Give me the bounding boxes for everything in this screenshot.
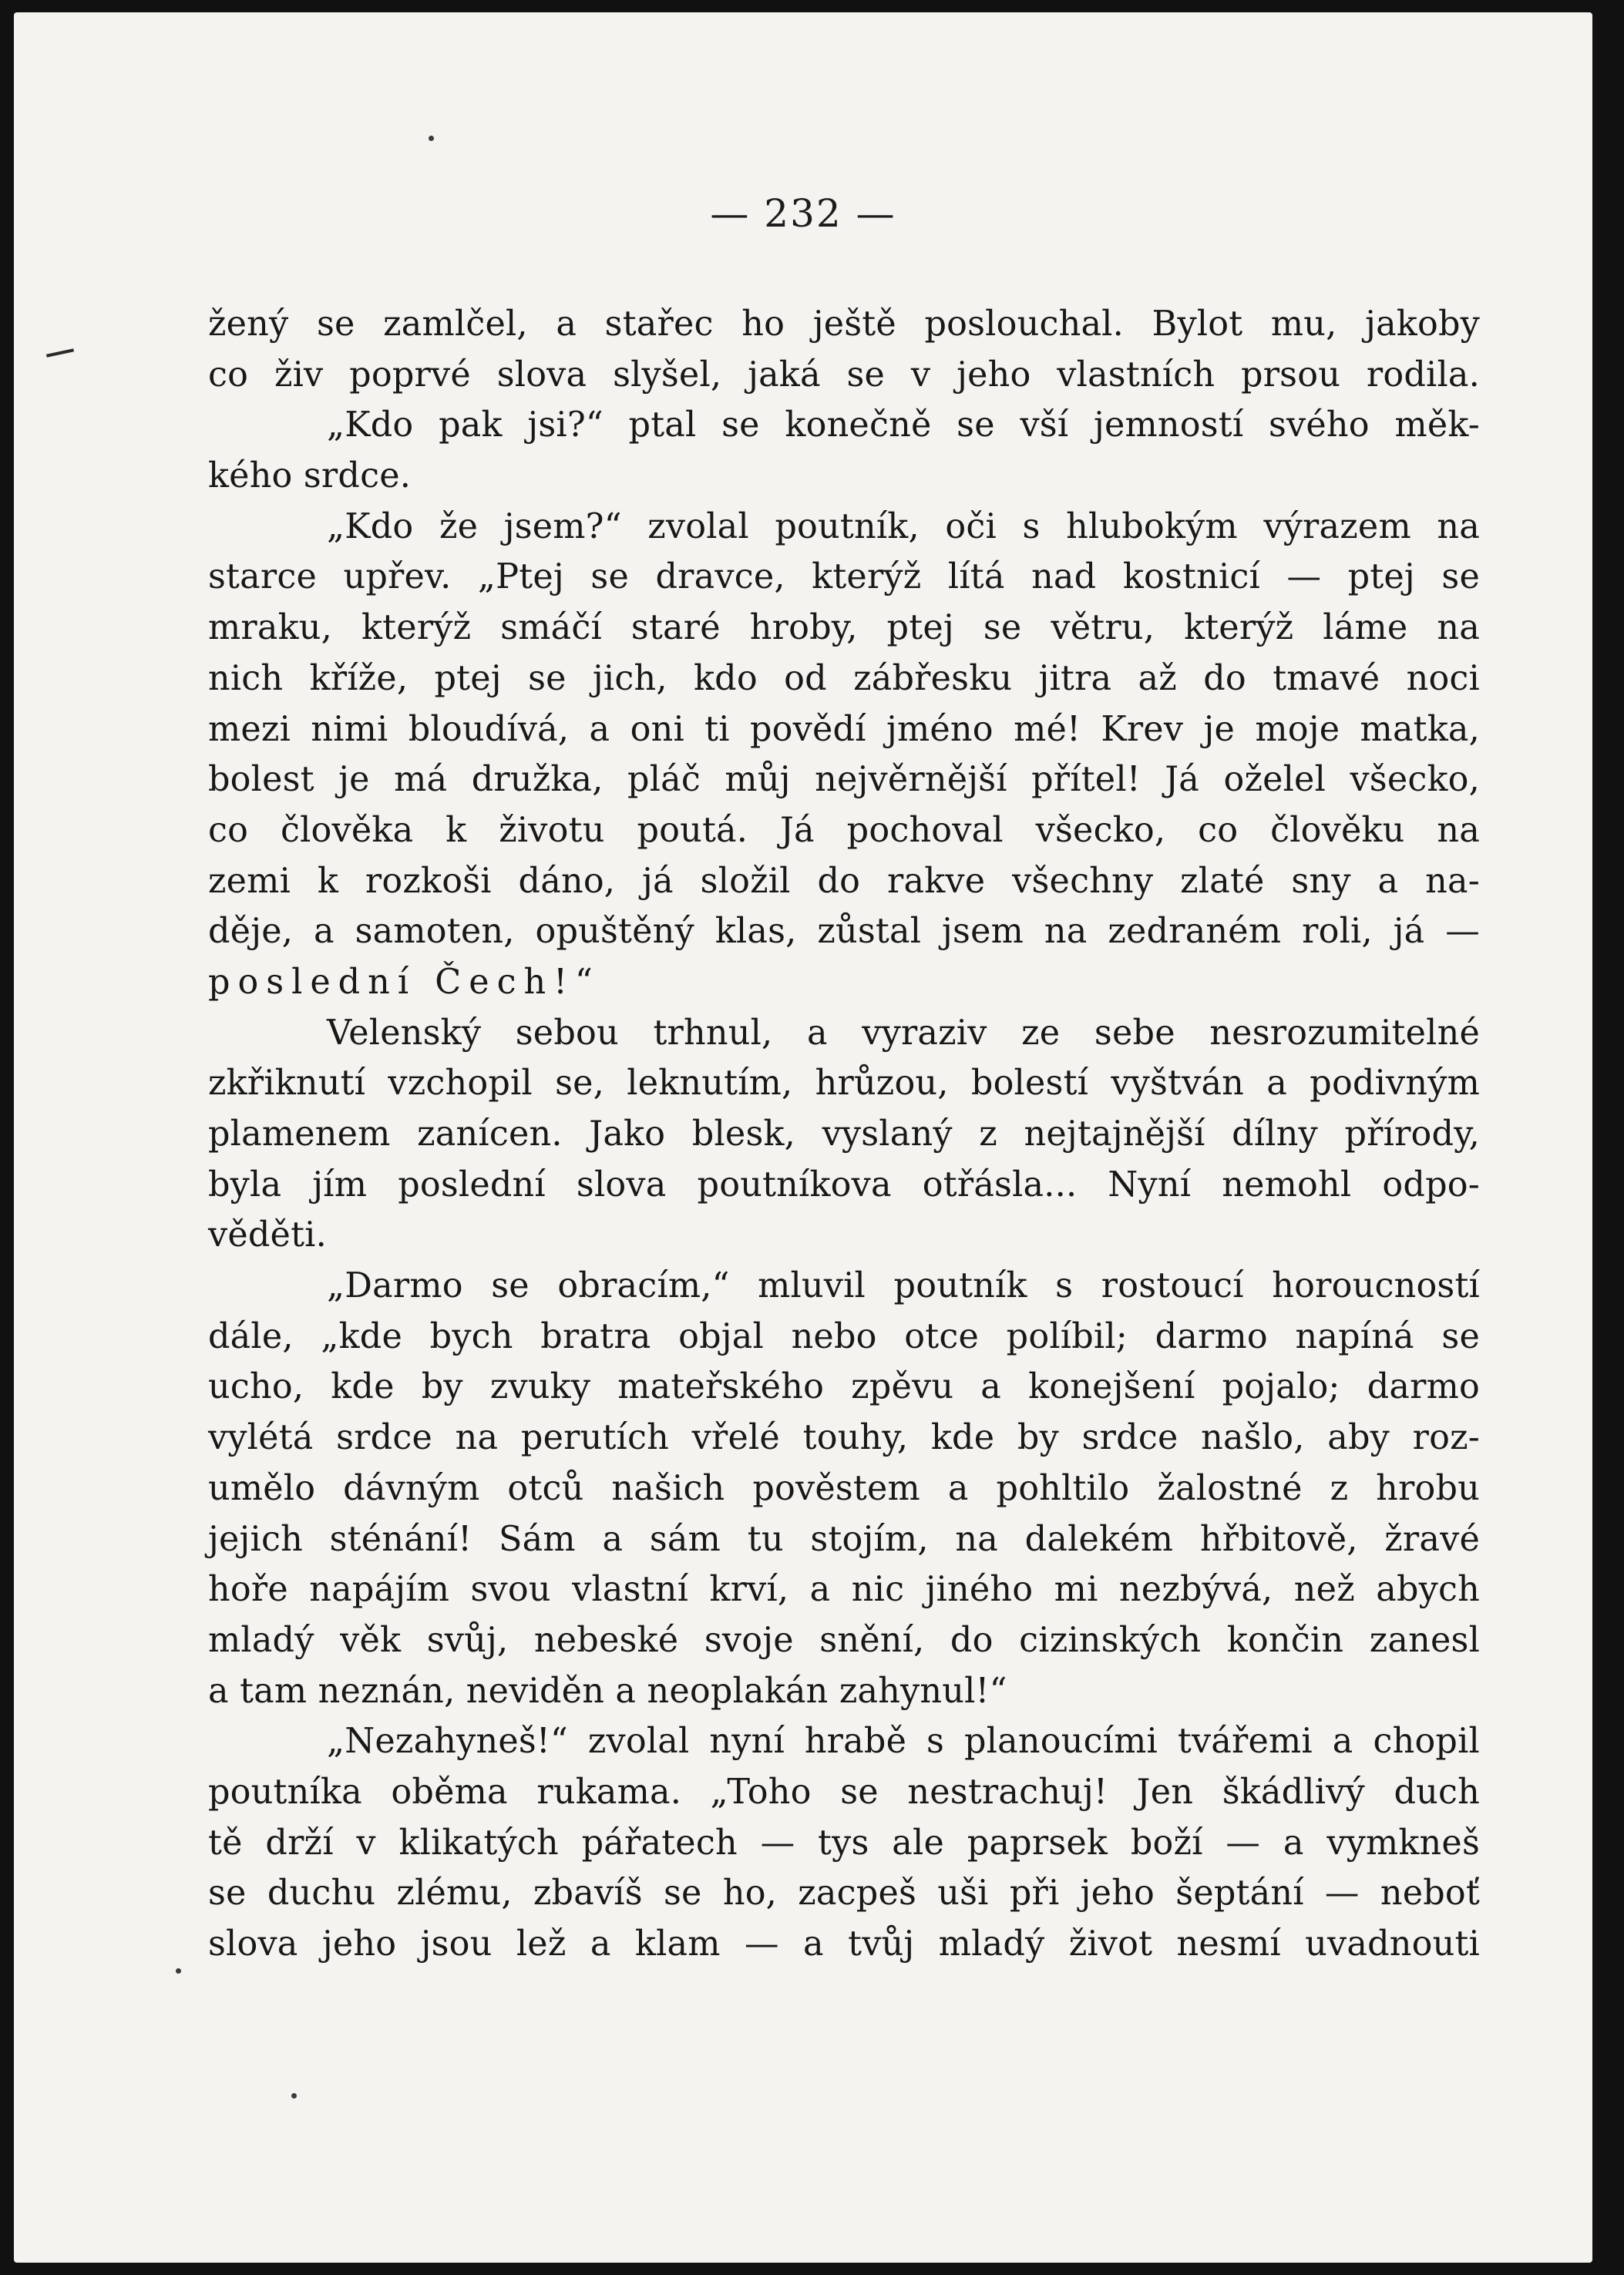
page-number: — 232 — (710, 191, 896, 236)
text-line: hoře napájím svou vlastní krví, a nic jiného mi nezbývá, než abych (208, 1570, 1480, 1610)
text-line: „Nezahyneš!“ zvolal nyní hrabě s planoucími tvářemi a chopil (327, 1722, 1480, 1762)
text-line: plamenem zanícen. Jako blesk, vyslaný z nejtajnější dílny přírody, (208, 1114, 1480, 1154)
text-line: „Darmo se obracím,“ mluvil poutník s rostoucí horoucností (327, 1266, 1480, 1306)
text-line: dále, „kde bych bratra objal nebo otce políbil; darmo napíná se (208, 1316, 1480, 1356)
margin-dot (176, 1968, 181, 1974)
text-line: umělo dávným otců našich pověstem a pohltilo žalostné z hrobu (208, 1468, 1480, 1508)
margin-dot (291, 2093, 297, 2099)
margin-mark (46, 348, 74, 357)
text-line: starce upřev. „Ptej se dravce, kterýž lítá nad kostnicí — ptej se (208, 557, 1480, 597)
margin-dot (429, 136, 434, 141)
text-line: a tam neznán, neviděn a neoplakán zahynul!“ (208, 1671, 1007, 1711)
text-line: co živ poprvé slova slyšel, jaká se v jeho vlastních prsou rodila. (208, 355, 1480, 395)
text-line: kého srdce. (208, 456, 412, 496)
text-line: bolest je má družka, pláč můj nejvěrnější přítel! Já oželel všecko, (208, 760, 1480, 800)
text-line: děje, a samoten, opuštěný klas, zůstal jsem na zedraném roli, já — (208, 912, 1480, 952)
text-line: poslední Čech!“ (208, 962, 600, 1002)
text-line: tě drží v klikatých pářatech — tys ale paprsek boží — a vymkneš (208, 1823, 1480, 1863)
text-line: nich kříže, ptej se jich, kdo od zábřesku jitra až do tmavé noci (208, 658, 1480, 698)
text-line: poutníka oběma rukama. „Toho se nestrachuj! Jen škádlivý duch (208, 1772, 1480, 1812)
text-line: byla jím poslední slova poutníkova otřásla... Nyní nemohl odpo- (208, 1164, 1480, 1205)
text-line: se duchu zlému, zbavíš se ho, zacpeš uši při jeho šeptání — neboť (208, 1873, 1480, 1914)
text-line: věděti. (208, 1215, 327, 1255)
text-line: co člověka k životu poutá. Já pochoval všecko, co člověku na (208, 810, 1480, 850)
text-line: vylétá srdce na perutích vřelé touhy, kde by srdce našlo, aby roz- (208, 1418, 1480, 1458)
text-line: „Kdo pak jsi?“ ptal se konečně se vší jemností svého měk- (327, 405, 1480, 445)
text-line: „Kdo že jsem?“ zvolal poutník, oči s hlubokým výrazem na (327, 506, 1480, 546)
text-line: zemi k rozkoši dáno, já složil do rakve všechny zlaté sny a na- (208, 861, 1480, 901)
book-page (14, 12, 1592, 2263)
text-line: ucho, kde by zvuky mateřského zpěvu a konejšení pojalo; darmo (208, 1367, 1480, 1407)
text-line: slova jeho jsou lež a klam — a tvůj mladý život nesmí uvadnouti (208, 1924, 1480, 1964)
body-text (208, 299, 1480, 1970)
text-line: mraku, kterýž smáčí staré hroby, ptej se větru, kterýž láme na (208, 608, 1480, 648)
text-line: jejich sténání! Sám a sám tu stojím, na dalekém hřbitově, žravé (208, 1519, 1480, 1559)
text-line: Velenský sebou trhnul, a vyraziv ze sebe nesrozumitelné (327, 1013, 1480, 1053)
text-line: žený se zamlčel, a stařec ho ještě poslouchal. Bylot mu, jakoby (208, 304, 1480, 344)
text-line: mezi nimi bloudívá, a oni ti povědí jméno mé! Krev je moje matka, (208, 709, 1480, 749)
text-line: zkřiknutí vzchopil se, leknutím, hrůzou, bolestí vyštván a podivným (208, 1064, 1480, 1104)
text-line: mladý věk svůj, nebeské svoje snění, do cizinských končin zanesl (208, 1620, 1480, 1660)
